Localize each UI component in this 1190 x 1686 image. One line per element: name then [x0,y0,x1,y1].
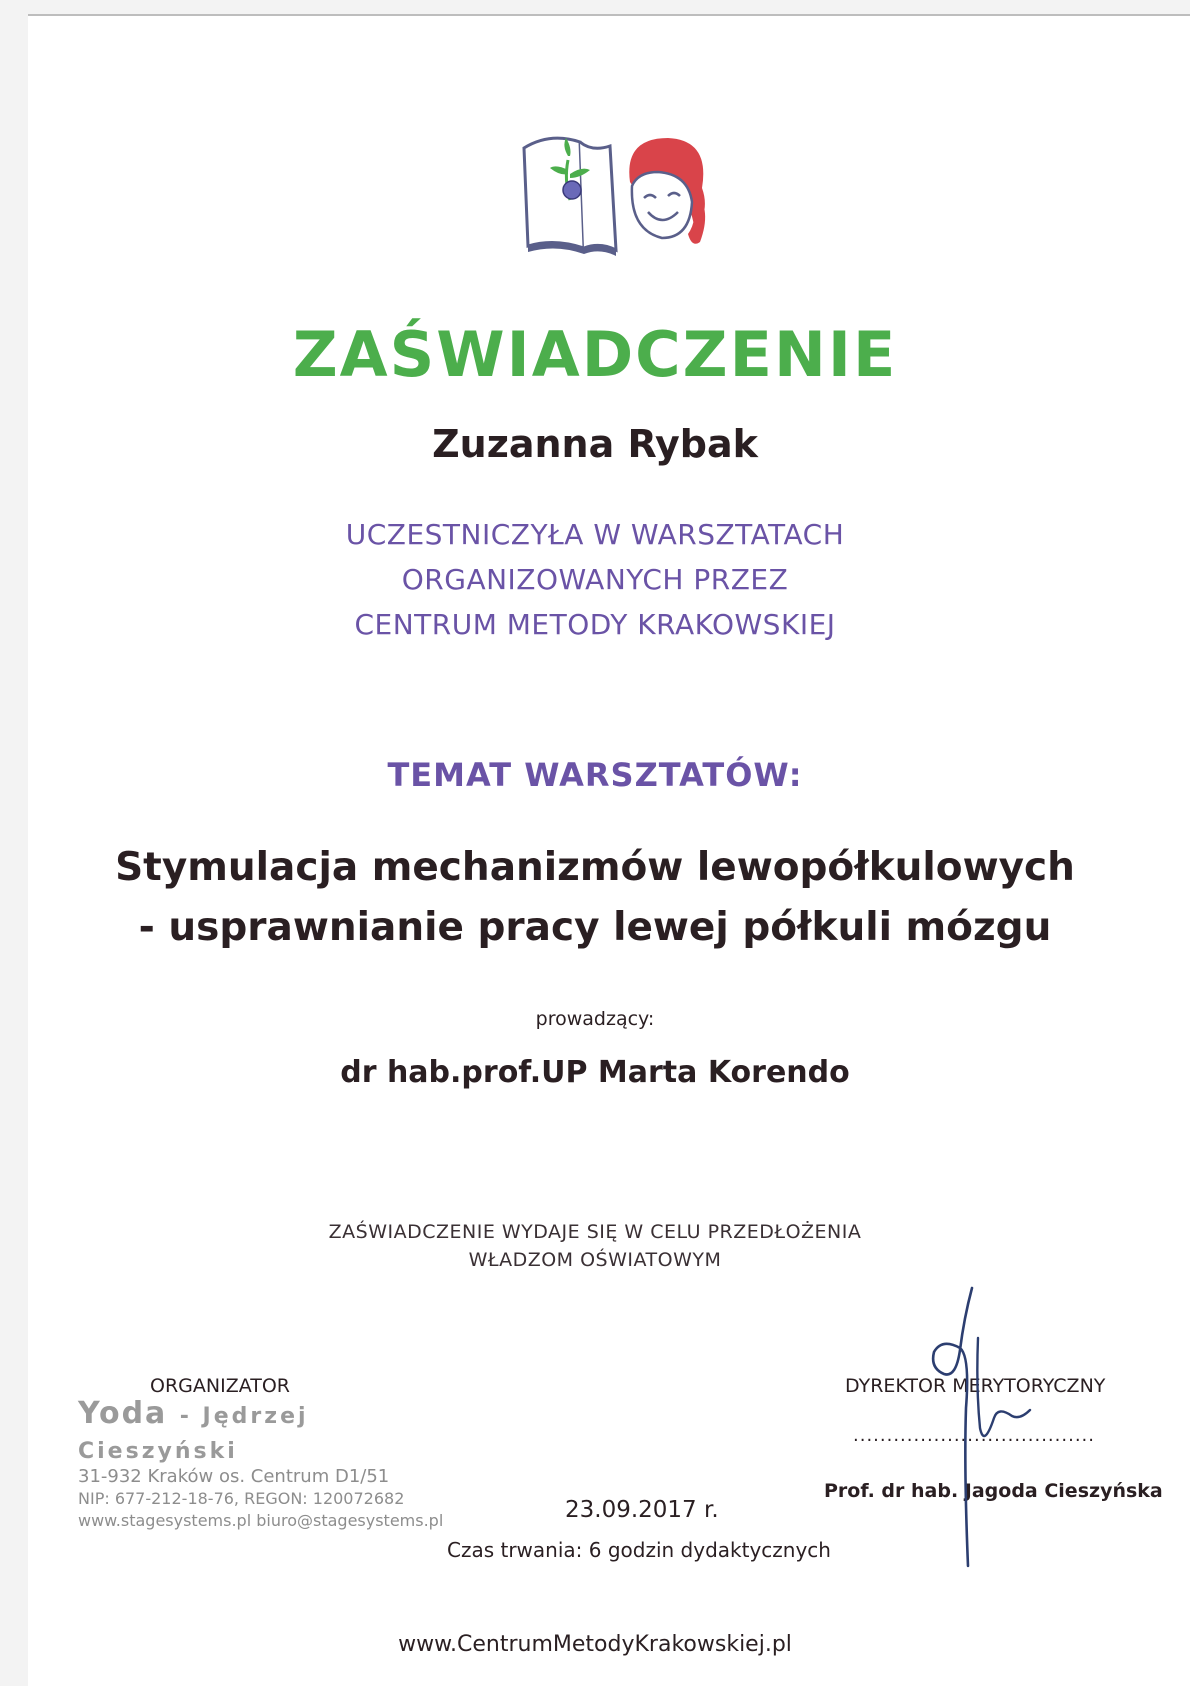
purpose-note [0,1218,1190,1274]
stamp-brand-name: Yoda [78,1396,168,1431]
website-link[interactable]: www.CentrumMetodyKrakowskiej.pl [398,1632,792,1657]
signature-line: .................................... [853,1425,1095,1446]
issue-date: 23.09.2017 r. [565,1497,719,1523]
topic-label: TEMAT WARSZTATÓW: [387,756,803,794]
participation-description [0,512,1190,647]
description-line: CENTRUM METODY KRAKOWSKIEJ [354,608,836,641]
girl-face-icon [629,138,705,244]
handwritten-signature [920,1278,1050,1568]
workshop-topic [0,838,1190,958]
director-name: Prof. dr hab. Jagoda Cieszyńska [824,1480,1163,1502]
center-logo [520,130,720,265]
organizer-stamp [78,1396,444,1532]
certificate-title: ZAŚWIADCZENIE [292,318,898,391]
recipient-name: Zuzanna Rybak [432,422,758,466]
note-line: ZAŚWIADCZENIE WYDAJE SIĘ W CELU PRZEDŁOŻENIA [328,1221,862,1243]
workshop-leader: dr hab.prof.UP Marta Korendo [340,1055,850,1090]
topic-line: Stymulacja mechanizmów lewopółkulowych [115,845,1075,890]
stamp-address: 31-932 Kraków os. Centrum D1/51 [78,1466,390,1487]
open-book-icon [524,138,616,256]
description-line: ORGANIZOWANYCH PRZEZ [401,563,789,596]
course-duration: Czas trwania: 6 godzin dydaktycznych [447,1538,831,1562]
note-line: WŁADZOM OŚWIATOWYM [468,1249,722,1271]
stamp-brand [78,1396,438,1466]
director-label: DYREKTOR MERYTORYCZNY [845,1375,1106,1397]
description-line: UCZESTNICZYŁA W WARSZTATACH [345,518,845,551]
led-by-label: prowadzący: [535,1008,655,1030]
topic-line: - usprawnianie pracy lewej półkuli mózgu [138,905,1052,950]
stamp-brand-sub: - Jędrzej Cieszyński [78,1404,309,1464]
organizer-label: ORGANIZATOR [150,1375,290,1397]
stamp-ids: NIP: 677-212-18-76, REGON: 120072682 [78,1489,405,1508]
stamp-web: www.stagesystems.pl biuro@stagesystems.pl [78,1511,444,1530]
